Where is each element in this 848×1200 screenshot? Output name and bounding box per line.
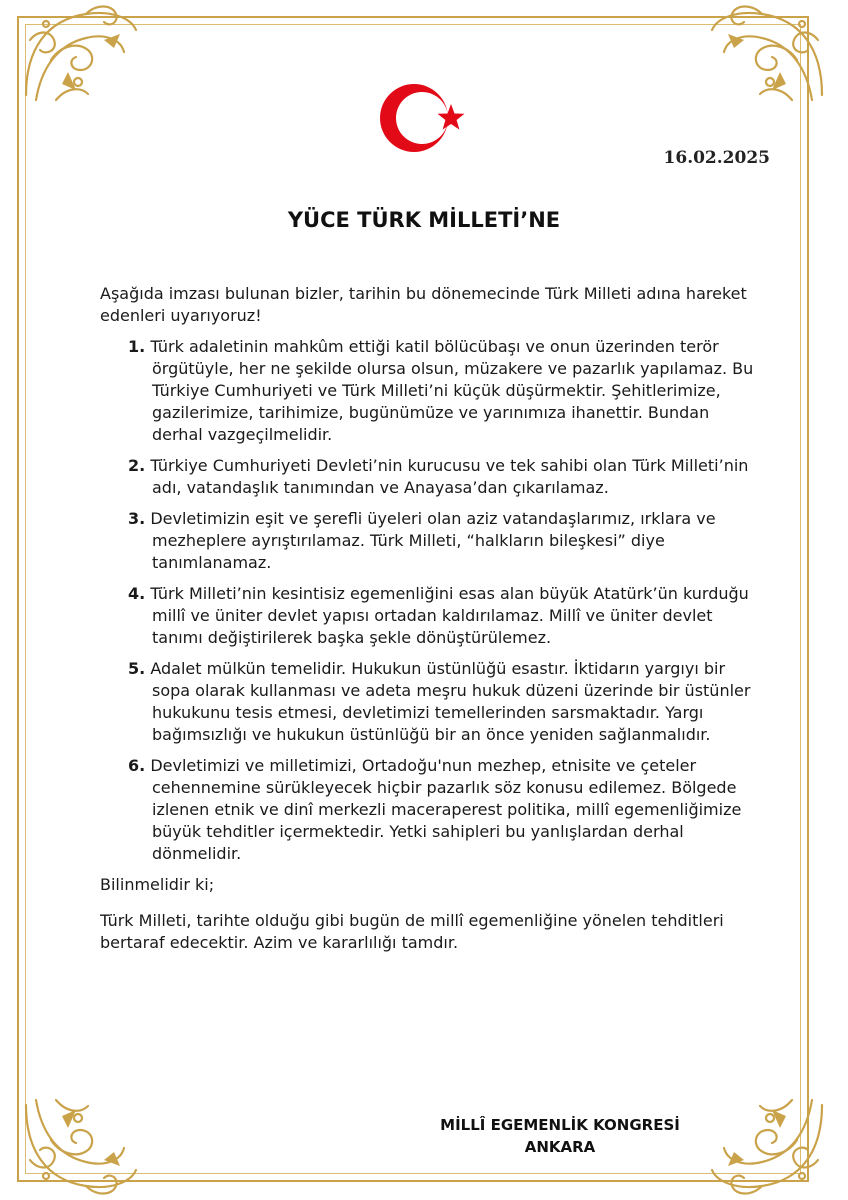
corner-ornament-icon (702, 0, 832, 110)
item-text: Türkiye Cumhuriyeti Devleti’nin kurucusu ve tek sahibi olan Türk Milleti’nin adı, vatandaşlık tanımından ve Anayasa’dan çıkarılamaz. (150, 456, 749, 497)
list-item (128, 508, 760, 574)
item-text: Türk Milleti’nin kesintisiz egemenliğini esas alan büyük Atatürk’ün kurduğu millî ve üniter devlet yapısı ortadan kaldırılamaz. Millî ve üniter devlet tanımı değiştirilerek başka şekle dönüştürülemez. (150, 584, 749, 647)
item-number: 2. (128, 456, 146, 475)
intro-paragraph: Aşağıda imzası bulunan bizler, tarihin bu dönemecinde Türk Milleti adına hareket edenleri uyarıyoruz! (100, 284, 747, 325)
item-text: Devletimizin eşit ve şerefli üyeleri olan aziz vatandaşlarımız, ırklara ve mezheplere ayrıştırılamaz. Türk Milleti, “halkların bileşkesi” diye tanımlanamaz. (150, 509, 716, 572)
item-text: Türk adaletinin mahkûm ettiği katil bölücübaşı ve onun üzerinden terör örgütüyle, her ne şekilde olursa olsun, müzakere ve pazarlık yapılamaz. Bu Türkiye Cumhuriyeti ve Türk Milleti’ni küçük düşürmektir. Şehitlerimize, gazilerimize, tarihimize, bugünümüze ve yarınımıza ihanettir. Bundan derhal vazgeçilmelidir. (150, 337, 754, 444)
item-text: Devletimizi ve milletimizi, Ortadoğu'nun mezhep, etnisite ve çeteler cehennemine sürükleyecek hiçbir pazarlık söz konusu edilemez. Bölgede izlenen etnik ve dinî merkezli maceraperest politika, millî egemenliğimize büyük tehditler içermektedir. Yetki sahipleri bu yanlışlardan derhal dönmelidir. (150, 756, 742, 863)
known-line: Bilinmelidir ki; (100, 875, 215, 894)
document-body (100, 283, 760, 954)
crescent-star-icon (378, 80, 470, 156)
list-item (128, 336, 760, 446)
list-item (128, 755, 760, 865)
item-number: 4. (128, 584, 146, 603)
list-item (128, 455, 760, 499)
signature-block (420, 1114, 700, 1158)
signature-organization: MİLLÎ EGEMENLİK KONGRESİ (440, 1116, 680, 1134)
corner-ornament-icon (702, 1090, 832, 1200)
item-number: 1. (128, 337, 146, 356)
list-item (128, 583, 760, 649)
document-title: YÜCE TÜRK MİLLETİ’NE (287, 208, 561, 232)
list-item (128, 658, 760, 746)
item-number: 6. (128, 756, 146, 775)
corner-ornament-icon (16, 0, 146, 110)
item-text: Adalet mülkün temelidir. Hukukun üstünlüğü esastır. İktidarın yargıyı bir sopa olarak kullanması ve adeta meşru hukuk düzeni üzerinde bir üstünler hukukunu tesis etmesi, devletimizi temellerinden sarsmaktadır. Yargı bağımsızlığı ve hukukun üstünlüğü bir an önce yeniden sağlanmalıdır. (150, 659, 751, 744)
corner-ornament-icon (16, 1090, 146, 1200)
signature-city: ANKARA (524, 1138, 596, 1156)
document-date: 16.02.2025 (663, 148, 770, 168)
item-number: 3. (128, 509, 146, 528)
closing-paragraph: Türk Milleti, tarihte olduğu gibi bugün de millî egemenliğine yönelen tehditleri bertaraf edecektir. Azim ve kararlılığı tamdır. (100, 911, 724, 952)
item-number: 5. (128, 659, 146, 678)
